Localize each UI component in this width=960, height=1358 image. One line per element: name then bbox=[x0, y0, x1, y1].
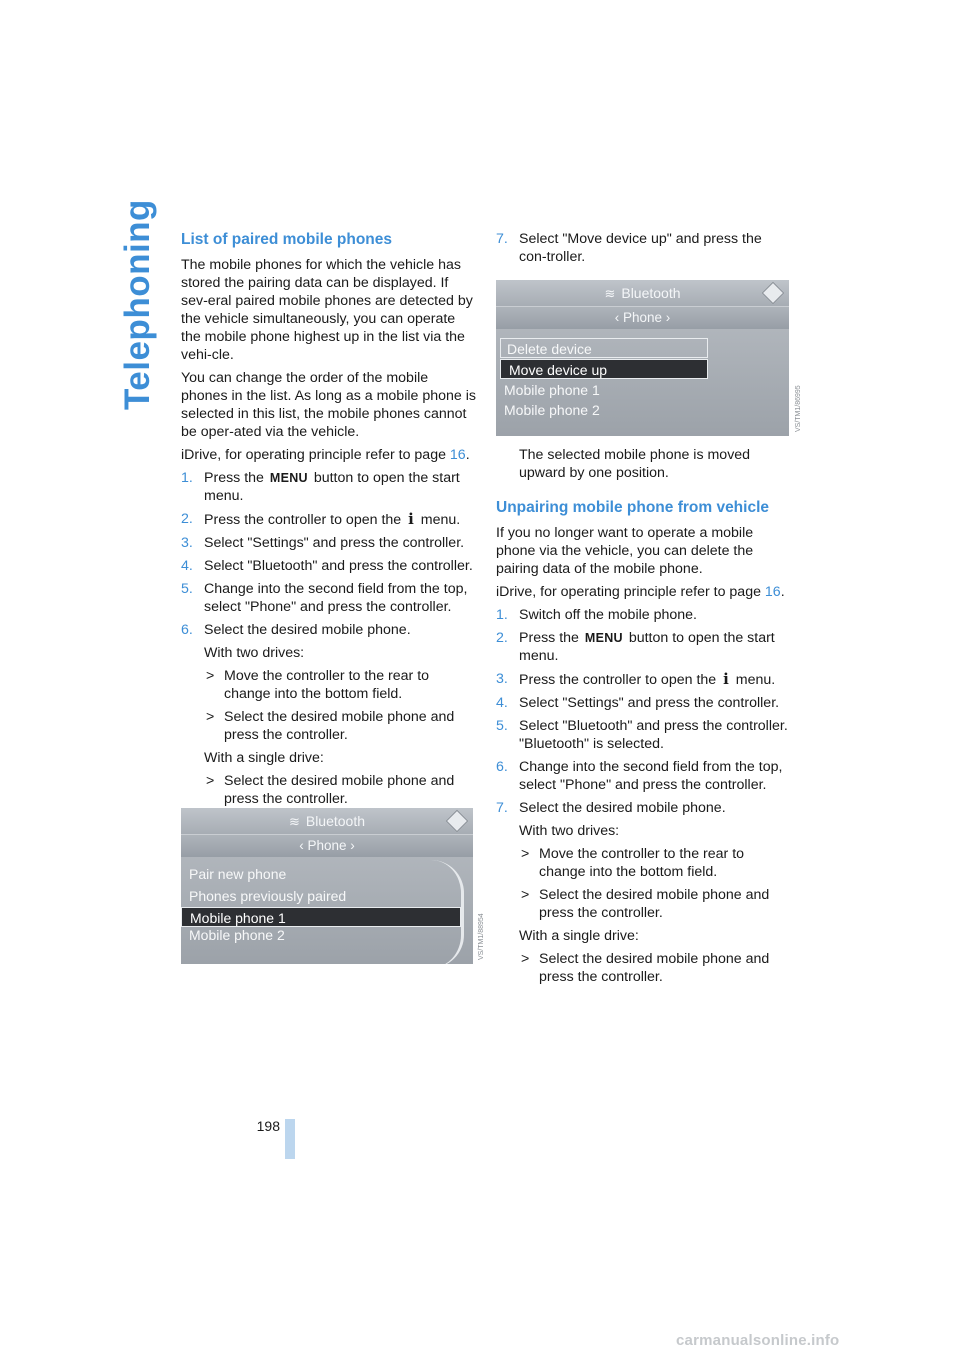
step-item: 6. Select the desired mobile phone. bbox=[181, 622, 411, 638]
screen-title-bar: ≋ Bluetooth bbox=[496, 280, 789, 306]
left-column bbox=[181, 230, 476, 813]
paragraph: If you no longer want to operate a mobile phone via the vehicle, you can delete the pairing data of the mobile phone. bbox=[496, 525, 754, 577]
bluetooth-icon: ≋ bbox=[604, 286, 616, 301]
step-item: 6. Change into the second field from the top, select "Phone" and press the controller. bbox=[496, 759, 783, 793]
bullet-item: > Move the controller to the rear to change into the bottom field. bbox=[206, 668, 430, 702]
sub-label: With a single drive: bbox=[204, 750, 324, 766]
step-item: 4. Select "Settings" and press the controller. bbox=[496, 695, 780, 711]
idrive-screen-paired-phones bbox=[181, 808, 473, 964]
screen-menu-item[interactable]: Pair new phone bbox=[189, 866, 287, 882]
bullet-item: > Select the desired mobile phone and press the controller. bbox=[206, 773, 455, 807]
idrive-reference: iDrive, for operating principle refer to page 16. bbox=[181, 447, 470, 463]
screen-menu-item-selected[interactable]: Mobile phone 1 bbox=[181, 907, 461, 927]
sub-label: With two drives: bbox=[204, 645, 305, 661]
step-item: 1. Switch off the mobile phone. bbox=[496, 607, 697, 623]
menu-key-icon: MENU bbox=[269, 471, 308, 485]
page-number-bar bbox=[285, 1119, 295, 1159]
page-link[interactable]: 16 bbox=[449, 447, 466, 463]
bullet-item: > Select the desired mobile phone and press the controller. bbox=[521, 951, 770, 985]
bullet-item: > Move the controller to the rear to change into the bottom field. bbox=[521, 846, 745, 880]
screen-menu-item[interactable]: Delete device bbox=[500, 338, 708, 358]
sub-label: With a single drive: bbox=[519, 928, 639, 944]
screen-menu-item[interactable]: Phones previously paired bbox=[189, 888, 347, 904]
bluetooth-icon: ≋ bbox=[288, 814, 300, 829]
step-item: 1. Press the MENU button to open the start menu. bbox=[181, 470, 460, 504]
scroll-arc bbox=[431, 860, 464, 964]
step-item: 3. Select "Settings" and press the controller. bbox=[181, 535, 465, 551]
chapter-title: Telephoning bbox=[118, 199, 157, 410]
screen-menu-item[interactable]: Mobile phone 2 bbox=[504, 402, 600, 418]
idrive-reference: iDrive, for operating principle refer to page 16. bbox=[496, 584, 785, 600]
page-number: 198 bbox=[256, 1118, 280, 1134]
bullet-item: > Select the desired mobile phone and press the controller. bbox=[206, 709, 455, 743]
screen-menu-item[interactable]: Mobile phone 2 bbox=[189, 927, 285, 943]
paragraph: The selected mobile phone is moved upward by one position. bbox=[519, 447, 751, 481]
screen-menu-item[interactable]: Mobile phone 1 bbox=[504, 382, 600, 398]
image-code: VS/TM1/86995 bbox=[795, 385, 802, 432]
step-item: 3. Press the controller to open the i menu. bbox=[496, 670, 776, 688]
screen-subtitle-bar: ‹ Phone › bbox=[181, 834, 473, 857]
paragraph: You can change the order of the mobile phones in the list. As long as a mobile phone is selected in this list, the mobile phones cannot be oper-ated via the vehicle. bbox=[181, 370, 476, 440]
step-item: 4. Select "Bluetooth" and press the controller. bbox=[181, 558, 473, 574]
page-link[interactable]: 16 bbox=[764, 584, 781, 600]
step-item: 5. Select "Bluetooth" and press the controller. "Bluetooth" is selected. bbox=[496, 718, 788, 752]
step-item: 7. Select the desired mobile phone. bbox=[496, 800, 726, 816]
sub-label: With two drives: bbox=[519, 823, 620, 839]
info-icon: i bbox=[408, 510, 414, 528]
screen-subtitle-bar: ‹ Phone › bbox=[496, 306, 789, 329]
image-code: VS/TM1/88954 bbox=[478, 913, 485, 960]
screen-title-bar: ≋ Bluetooth bbox=[181, 808, 473, 834]
step-item: 2. Press the controller to open the i menu. bbox=[181, 510, 461, 528]
step-item: 7. Select "Move device up" and press the con-troller. bbox=[496, 231, 762, 265]
watermark: carmanualsonline.info bbox=[676, 1332, 840, 1349]
step-item: 5. Change into the second field from the top, select "Phone" and press the controller. bbox=[181, 581, 468, 615]
bullet-item: > Select the desired mobile phone and press the controller. bbox=[521, 887, 770, 921]
menu-key-icon: MENU bbox=[584, 631, 623, 645]
right-column-continued bbox=[496, 446, 792, 991]
idrive-screen-move-device bbox=[496, 280, 789, 436]
section-heading-unpairing: Unpairing mobile phone from vehicle bbox=[496, 499, 770, 516]
right-column bbox=[496, 230, 792, 271]
paragraph: The mobile phones for which the vehicle has stored the pairing data can be displayed. If sev-eral paired mobile phones are detected by the vehicle simultaneously, you can operate the mobile phone highest up in the list via the vehi-cle. bbox=[181, 257, 473, 363]
info-icon: i bbox=[723, 670, 729, 688]
step-item: 2. Press the MENU button to open the start menu. bbox=[496, 630, 775, 664]
screen-menu-item-selected[interactable]: Move device up bbox=[500, 359, 708, 379]
section-heading-paired-phones: List of paired mobile phones bbox=[181, 231, 392, 248]
